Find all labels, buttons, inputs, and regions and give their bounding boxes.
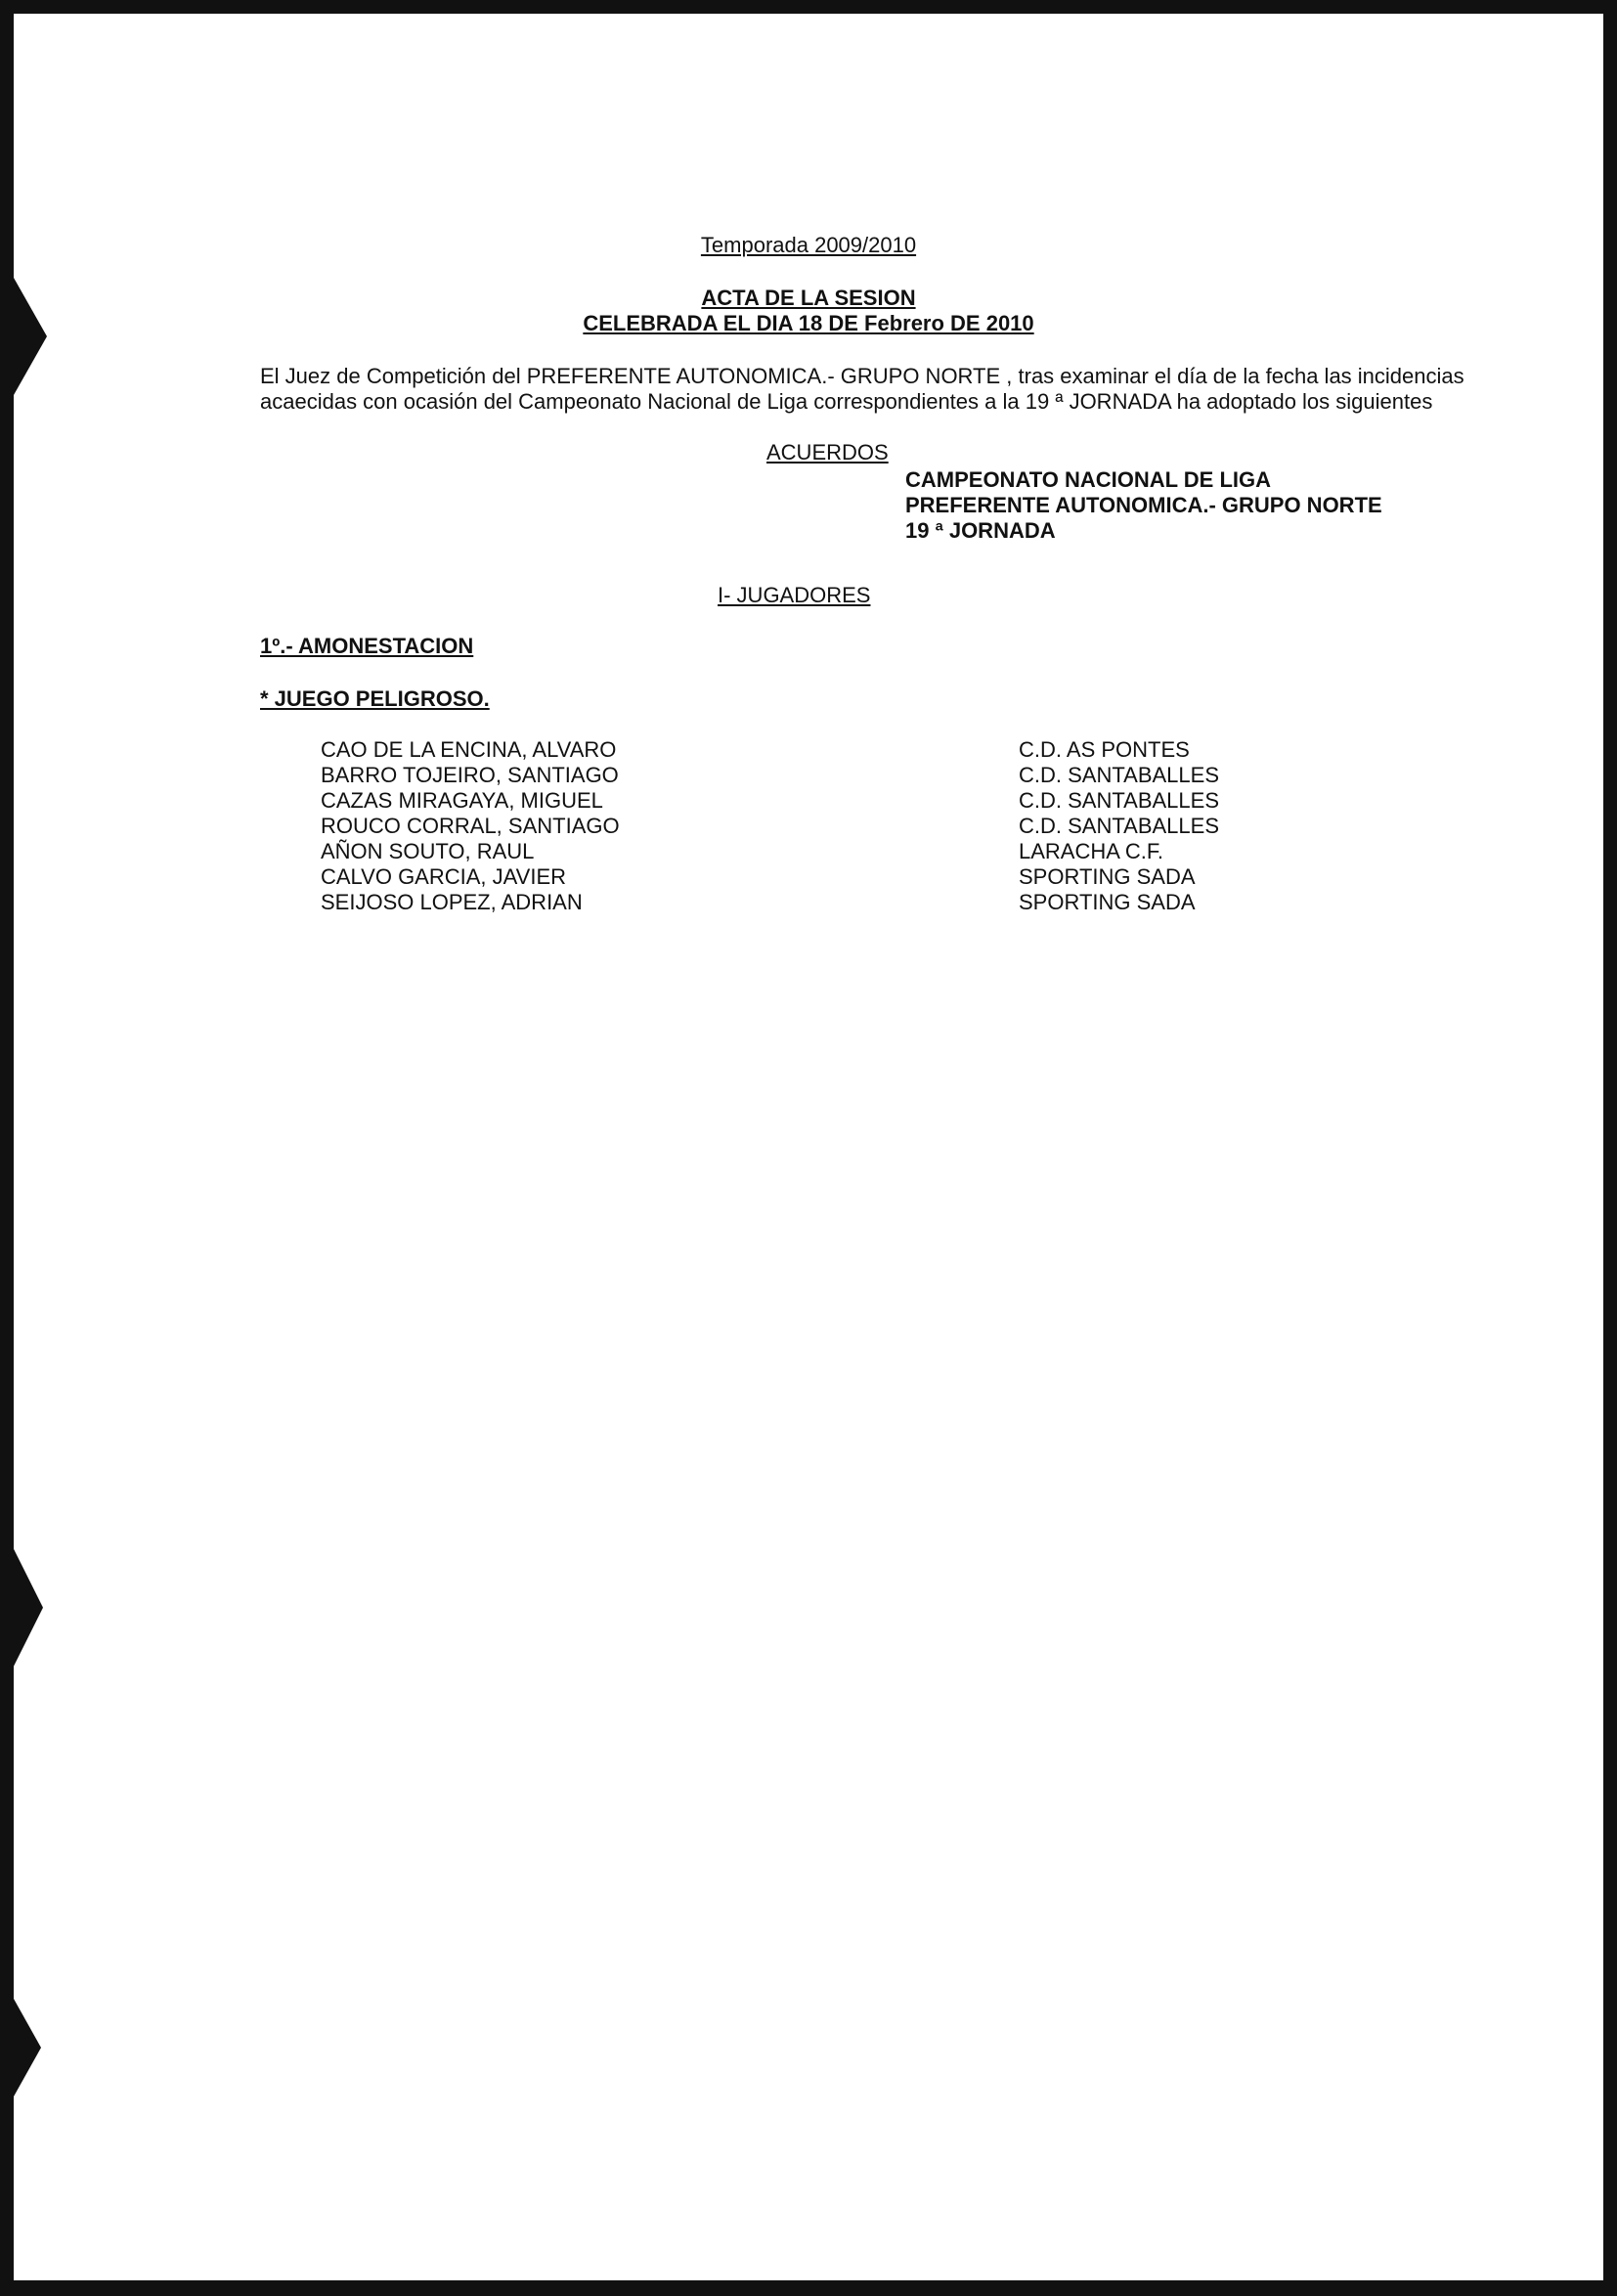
player-row — [321, 814, 1396, 839]
infraction-heading: * JUEGO PELIGROSO. — [260, 686, 490, 711]
player-club: LARACHA C.F. — [1019, 839, 1163, 863]
player-row — [321, 864, 1396, 890]
player-club: C.D. AS PONTES — [1019, 737, 1190, 762]
player-row — [321, 839, 1396, 864]
player-list — [321, 737, 1396, 915]
competition-round: 19 ª JORNADA — [905, 518, 1056, 543]
competition-group: PREFERENTE AUTONOMICA.- GRUPO NORTE — [905, 493, 1382, 517]
player-club: SPORTING SADA — [1019, 864, 1196, 889]
intro-paragraph — [260, 364, 1531, 415]
session-date: CELEBRADA EL DIA 18 DE Febrero DE 2010 — [583, 311, 1034, 335]
competition-name: CAMPEONATO NACIONAL DE LIGA — [905, 467, 1272, 492]
player-name: BARRO TOJEIRO, SANTIAGO — [321, 763, 619, 787]
player-name: CAO DE LA ENCINA, ALVARO — [321, 737, 617, 762]
player-name: CAZAS MIRAGAYA, MIGUEL — [321, 788, 603, 813]
player-name: SEIJOSO LOPEZ, ADRIAN — [321, 890, 583, 914]
scan-edge-notch — [14, 1549, 43, 1666]
player-club: SPORTING SADA — [1019, 890, 1196, 914]
player-name: CALVO GARCIA, JAVIER — [321, 864, 567, 889]
player-row — [321, 763, 1396, 788]
player-club: C.D. SANTABALLES — [1019, 763, 1219, 787]
player-club: C.D. SANTABALLES — [1019, 814, 1219, 838]
sanction-heading: 1º.- AMONESTACION — [260, 634, 474, 658]
player-row — [321, 890, 1396, 915]
competition-block — [905, 467, 1382, 544]
acta-title: ACTA DE LA SESION — [701, 286, 916, 310]
player-name: ROUCO CORRAL, SANTIAGO — [321, 814, 620, 838]
player-row — [321, 737, 1396, 763]
scan-edge-notch — [14, 1999, 41, 2097]
player-club: C.D. SANTABALLES — [1019, 788, 1219, 813]
intro-line: acaecidas con ocasión del Campeonato Nacional de Liga correspondientes a la 19 ª JORNADA ha adoptado los siguientes — [260, 389, 1433, 414]
acuerdos-heading: ACUERDOS — [766, 440, 889, 464]
document-page — [14, 14, 1603, 2280]
player-name: AÑON SOUTO, RAUL — [321, 839, 535, 863]
intro-line: El Juez de Competición del PREFERENTE AUTONOMICA.- GRUPO NORTE , tras examinar el día de la fecha las incidencias — [260, 364, 1464, 388]
section-title: I- JUGADORES — [718, 583, 871, 607]
season-title: Temporada 2009/2010 — [700, 233, 917, 257]
player-row — [321, 788, 1396, 814]
